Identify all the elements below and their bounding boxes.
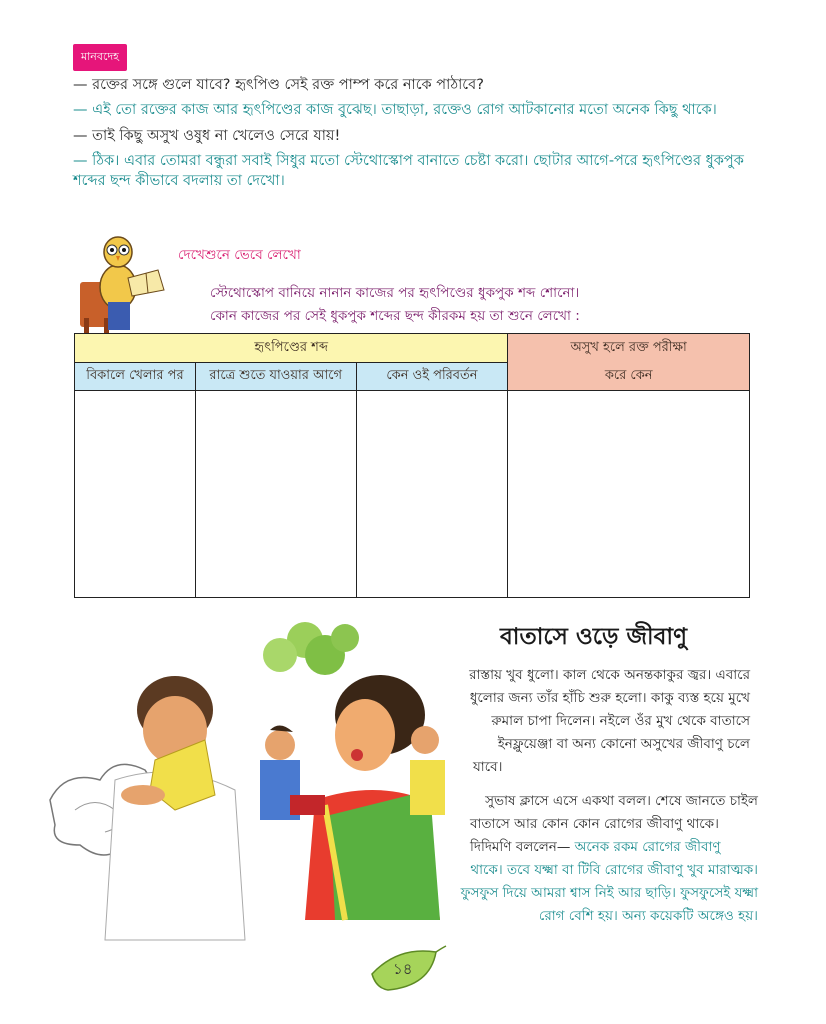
owl-reading-illustration (78, 232, 178, 334)
story-line: ফুসফুস দিয়ে আমরা শ্বাস নিই আর ছাড়ি। ফুসফুসেই যক্ষ্মা (460, 885, 758, 901)
chapter-badge: মানবদেহ (73, 44, 127, 71)
story-line: যাবে। (473, 759, 503, 775)
answer-cell-blood-test[interactable] (508, 391, 750, 598)
column-why-change: কেন ওই পরিবর্তন (356, 363, 508, 391)
story-line: থাকে। তবে যক্ষ্মা বা টিবি রোগের জীবাণু খুব মারাত্মক। (470, 862, 758, 878)
activity-heading: দেখেশুনে ভেবে লেখো (178, 247, 301, 263)
column-before-sleep: রাত্রে শুতে যাওয়ার আগে (195, 363, 356, 391)
answer-cell-before-sleep[interactable] (195, 391, 356, 598)
story-line: রোগ বেশি হয়। অন্য কয়েকটি অঙ্গেও হয়। (538, 908, 758, 924)
dialogue-line-1: — রক্তের সঙ্গে গুলে যাবে? হৃৎপিণ্ড সেই রক্ত পাম্প করে নাকে পাঠাবে? (73, 77, 484, 93)
dialogue-line-3: — তাই কিছু অসুখ ওষুধ না খেলেও সেরে যায়! (73, 128, 341, 144)
story-paragraph-1 (420, 664, 750, 779)
blood-test-header-line-1: অসুখ হলে রক্ত পরীক্ষা (570, 340, 687, 355)
teacher-reply: অনেক রকম রোগের জীবাণু (570, 839, 721, 855)
dialogue-line-4: — ঠিক। এবার তোমরা বন্ধুরা সবাই সিধুর মতো স্টেথোস্কোপ বানাতে চেষ্টা করো। ছোটার আগে-পরে হৃৎপিণ্ডের ধুকপুক শব্দের ছন্দ কীভাবে বদলায় তা দেখো। (73, 153, 744, 189)
answer-cell-why-change[interactable] (356, 391, 508, 598)
teacher-said: দিদিমণি বললেন— (470, 839, 571, 855)
activity-instruction-1: স্টেথোস্কোপ বানিয়ে নানান কাজের পর হৃৎপিণ্ডের ধুকপুক শব্দ শোনো। (210, 285, 580, 301)
activity-instruction-2: কোন কাজের পর সেই ধুকপুক শব্দের ছন্দ কীরকম হয় তা শুনে লেখো : (210, 308, 580, 324)
page-number: ১৪ (393, 960, 413, 978)
story-line (400, 836, 758, 859)
story-line: বাতাসে আর কোন কোন রোগের জীবাণু থাকে। (470, 816, 719, 832)
story-line: ধুলোর জন্য তাঁর হাঁচি শুরু হলো। কাকু ব্যস্ত হয়ে মুখে (469, 690, 750, 706)
blood-test-header (508, 334, 750, 391)
story-line: সুভাষ ক্লাসে এসে একথা বলল। শেষে জানতে চাইল (485, 793, 758, 809)
blood-test-header-line-2: করে কেন (604, 368, 653, 383)
column-after-play: বিকালে খেলার পর (75, 363, 196, 391)
answer-cell-after-play[interactable] (75, 391, 196, 598)
story-line: ইনফ্লুয়েঞ্জা বা অন্য কোনো অসুখের জীবাণু চলে (497, 736, 750, 752)
story-paragraph-2 (400, 790, 758, 928)
story-line: রাস্তায় খুব ধুলো। কাল থেকে অনন্তকাকুর জ্বর। এবারে (469, 667, 750, 683)
section-title: বাতাসে ওড়ে জীবাণু (500, 624, 687, 650)
observation-table (74, 333, 750, 598)
dialogue-line-2: — এই তো রক্তের কাজ আর হৃৎপিণ্ডের কাজ বুঝেছ। তাছাড়া, রক্তেও রোগ আটকানোর মতো অনেক কিছু থাকে। (73, 102, 717, 118)
story-line: রুমাল চাপা দিলেন। নইলে ওঁর মুখ থেকে বাতাসে (491, 713, 750, 729)
heart-sound-header: হৃৎপিণ্ডের শব্দ (75, 334, 508, 363)
